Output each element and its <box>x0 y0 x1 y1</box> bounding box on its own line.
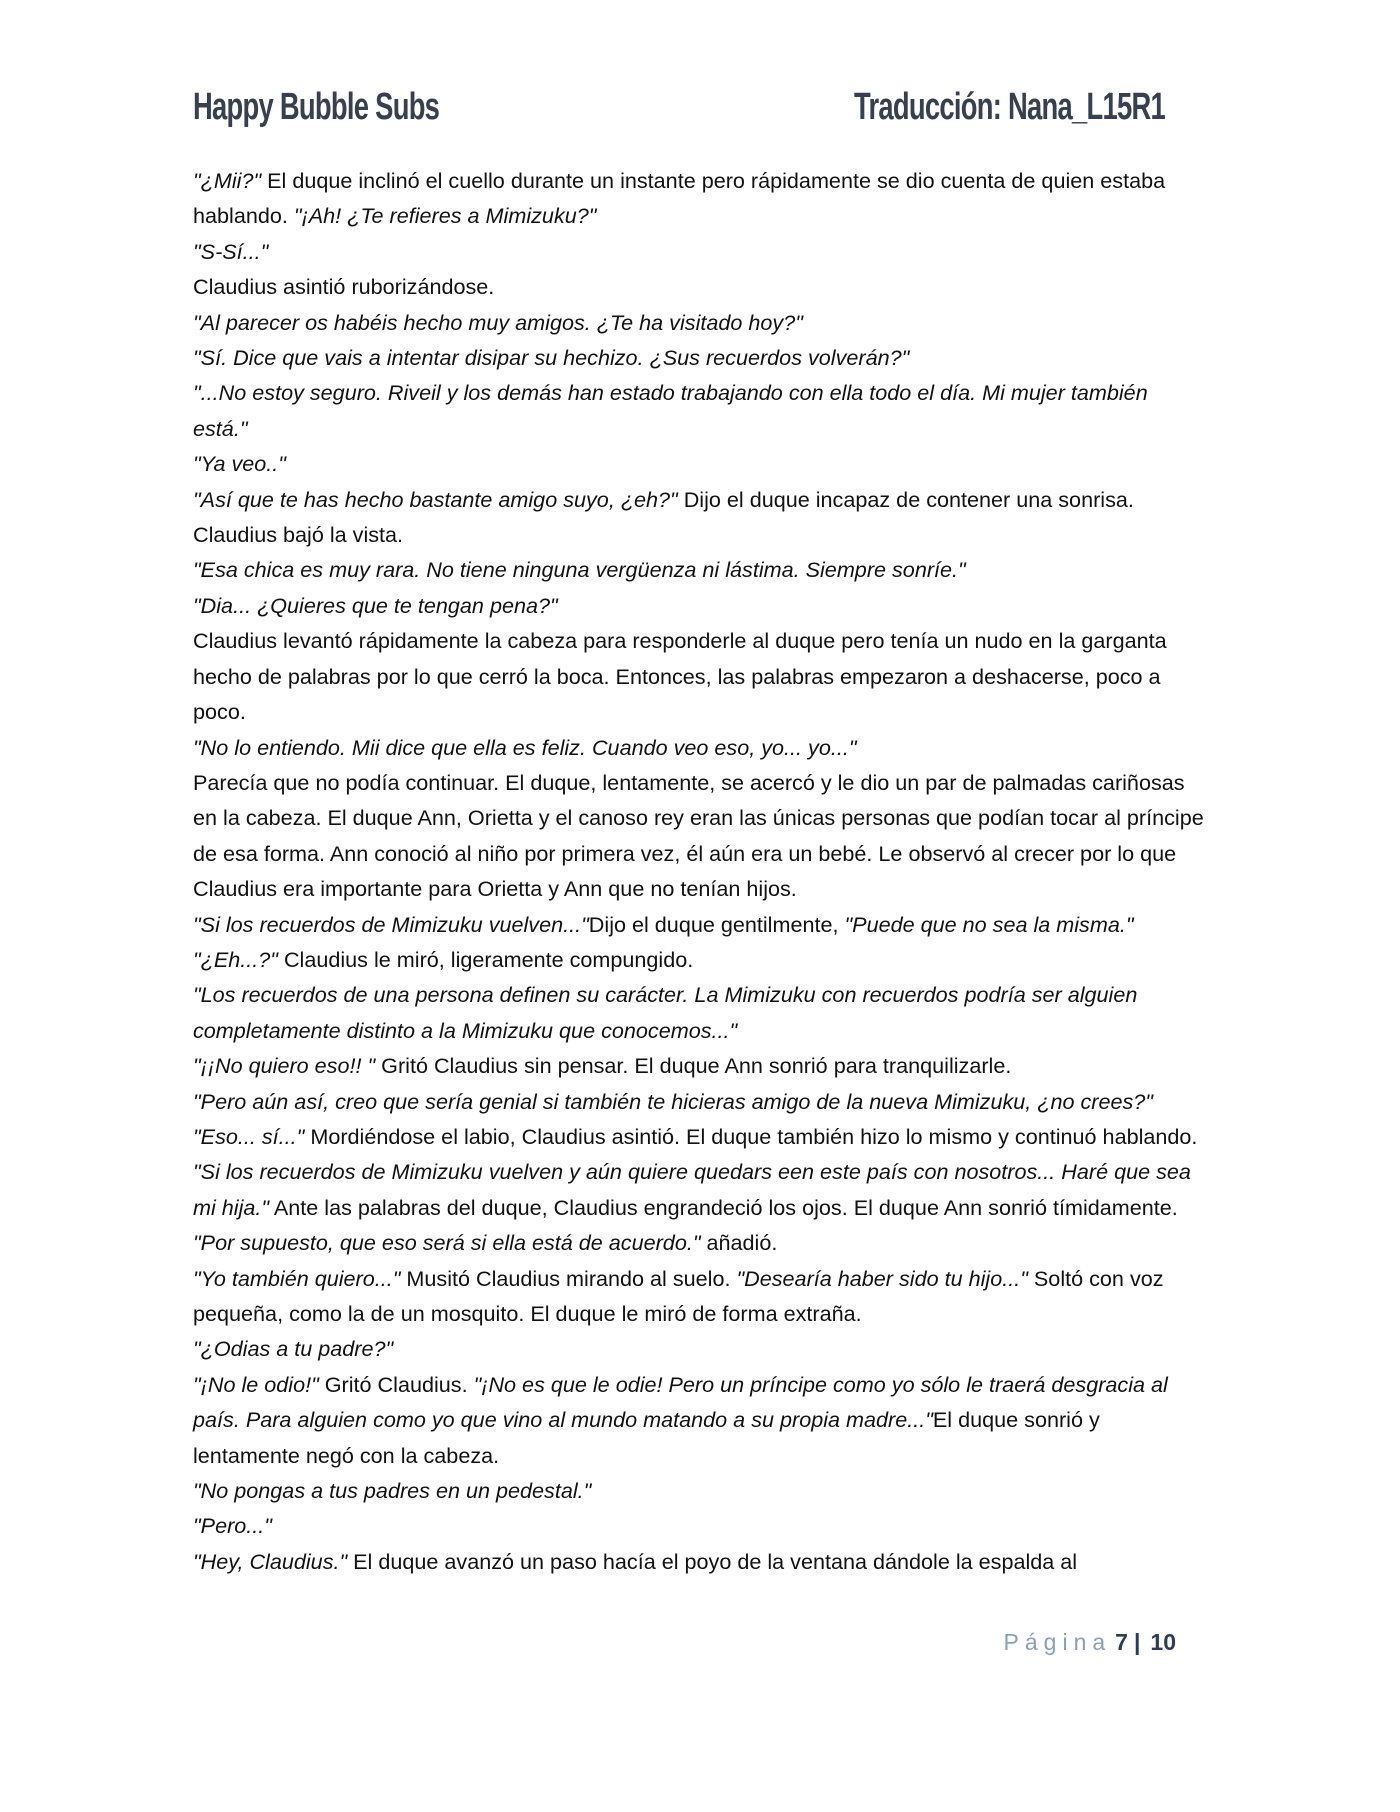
dialogue-text: "Al parecer os habéis hecho muy amigos. ¿Te ha visitado hoy?" <box>193 309 803 335</box>
dialogue-text: "Dia... ¿Quieres que te tengan pena?" <box>193 592 558 618</box>
paragraph <box>193 1331 1205 1366</box>
paragraph <box>193 375 1205 446</box>
narration-text: Dijo el duque incapaz de contener una sonrisa. <box>677 486 1134 512</box>
paragraph <box>193 623 1205 729</box>
paragraph <box>193 1367 1205 1473</box>
group-name: Happy Bubble Subs <box>193 86 440 128</box>
page-total: 10 <box>1150 1628 1176 1655</box>
paragraph <box>193 340 1205 375</box>
dialogue-text: "Si los recuerdos de Mimizuku vuelven y aún quiere quedars een este país con nosotros... Haré que sea mi hija." <box>193 1159 1191 1220</box>
narration-text: Parecía que no podía continuar. El duque, lentamente, se acercó y le dio un par de palmadas cariñosas en la cabeza. El duque Ann, Orietta y el canoso rey eran las únicas personas que podían tocar al príncipe de esa forma. Ann conoció al niño por primera vez, él aún era un bebé. Le observó al crecer por lo que Claudius era importante para Orietta y Ann que no tenían hijos. <box>193 769 1204 902</box>
paragraph <box>193 1261 1205 1332</box>
dialogue-text: "¡Ah! ¿Te refieres a Mimizuku?" <box>293 203 597 229</box>
dialogue-text: "¿Odias a tu padre?" <box>193 1336 394 1362</box>
dialogue-text: "¡No le odio!" <box>193 1371 319 1397</box>
narration-text: El duque avanzó un paso hacía el poyo de la ventana dándole la espalda al <box>347 1548 1078 1574</box>
page-separator: | <box>1133 1628 1141 1655</box>
paragraph <box>193 1473 1205 1508</box>
paragraph <box>193 234 1205 269</box>
dialogue-text: "...No estoy seguro. Riveil y los demás han estado trabajando con ella todo el día. Mi mujer también está." <box>193 380 1148 441</box>
paragraph <box>193 517 1205 552</box>
page-footer <box>1004 1624 1176 1660</box>
dialogue-text: "¡¡No quiero eso!! " <box>193 1053 376 1079</box>
narration-text: añadió. <box>700 1230 778 1256</box>
dialogue-text: "Si los recuerdos de Mimizuku vuelven..." <box>193 911 589 937</box>
narration-text: Gritó Claudius. <box>318 1371 474 1397</box>
paragraph <box>193 730 1205 765</box>
paragraph <box>193 163 1205 234</box>
dialogue-text: "No pongas a tus padres en un pedestal." <box>193 1478 592 1504</box>
dialogue-text: "Pero aún así, creo que sería genial si también te hicieras amigo de la nueva Mimizuku, ¿no crees?" <box>193 1088 1153 1114</box>
narration-text: Mordiéndose el labio, Claudius asintió. El duque también hizo lo mismo y continuó hablando. <box>304 1123 1198 1149</box>
paragraph <box>193 446 1205 481</box>
dialogue-text: "¡No es que le odie! Pero un príncipe como yo sólo le traerá desgracia al país. Para alguien como yo que vino al mundo matando a su propia madre..." <box>193 1371 1168 1433</box>
narration-text: Claudius le miró, ligeramente compungido. <box>277 946 694 972</box>
dialogue-text: "Sí. Dice que vais a intentar disipar su hechizo. ¿Sus recuerdos volverán?" <box>193 345 910 371</box>
paragraph <box>193 1119 1205 1154</box>
paragraph <box>193 482 1205 517</box>
narration-text: Gritó Claudius sin pensar. El duque Ann sonrió para tranquilizarle. <box>375 1053 1012 1079</box>
dialogue-text: "S-Sí..." <box>193 238 269 264</box>
dialogue-text: "Eso... sí..." <box>193 1123 305 1149</box>
narration-text: El duque sonrió y lentamente negó con la cabeza. <box>193 1407 1100 1468</box>
paragraph <box>193 907 1205 942</box>
dialogue-text: "Esa chica es muy rara. No tiene ninguna vergüenza ni lástima. Siempre sonríe." <box>193 557 966 583</box>
dialogue-text: "Pero..." <box>193 1513 272 1539</box>
page-number: 7 <box>1115 1628 1128 1655</box>
paragraph <box>193 942 1205 977</box>
translator-credit: Traducción: Nana_L15R1 <box>853 86 1165 128</box>
paragraph <box>193 1048 1205 1083</box>
dialogue-text: "Ya veo.." <box>193 451 286 477</box>
paragraph <box>193 1544 1205 1579</box>
page-label: Página <box>1003 1628 1112 1655</box>
page-header <box>193 86 1165 146</box>
paragraph <box>193 1508 1205 1543</box>
dialogue-text: "No lo entiendo. Mii dice que ella es feliz. Cuando veo eso, yo... yo..." <box>193 734 857 760</box>
dialogue-text: "Así que te has hecho bastante amigo suyo, ¿eh?" <box>193 486 678 512</box>
dialogue-text: "Puede que no sea la misma." <box>844 911 1134 937</box>
document-body <box>193 163 1205 1579</box>
paragraph <box>193 977 1205 1048</box>
paragraph <box>193 588 1205 623</box>
narration-text: Claudius bajó la vista. <box>193 522 404 548</box>
dialogue-text: "Por supuesto, que eso será si ella está de acuerdo." <box>193 1230 701 1256</box>
dialogue-text: "Los recuerdos de una persona definen su carácter. La Mimizuku con recuerdos podría ser alguien completamente distinto a la Mimizuku que conocemos..." <box>193 982 1138 1043</box>
narration-text: El duque inclinó el cuello durante un instante pero rápidamente se dio cuenta de quien estaba hablando. <box>193 168 1166 229</box>
dialogue-text: "¿Eh...?" <box>193 946 278 972</box>
narration-text: Dijo el duque gentilmente, <box>588 911 845 937</box>
narration-text: Claudius asintió ruborizándose. <box>193 274 495 300</box>
narration-text: Musitó Claudius mirando al suelo. <box>400 1265 737 1291</box>
paragraph <box>193 269 1205 304</box>
narration-text: Claudius levantó rápidamente la cabeza para responderle al duque pero tenía un nudo en la garganta hecho de palabras por lo que cerró la boca. Entonces, las palabras empezaron a deshacerse, poco a poco. <box>193 628 1167 725</box>
paragraph <box>193 305 1205 340</box>
narration-text: Soltó con voz pequeña, como la de un mosquito. El duque le miró de forma extraña. <box>193 1265 1164 1326</box>
dialogue-text: "¿Mii?" <box>193 168 262 193</box>
paragraph <box>193 1154 1205 1260</box>
dialogue-text: "Yo también quiero..." <box>193 1265 401 1291</box>
paragraph <box>193 765 1205 907</box>
dialogue-text: "Desearía haber sido tu hijo..." <box>736 1265 1028 1291</box>
dialogue-text: "Hey, Claudius." <box>193 1548 348 1574</box>
narration-text: Ante las palabras del duque, Claudius engrandeció los ojos. El duque Ann sonrió tímidamente. <box>269 1194 1178 1220</box>
paragraph <box>193 552 1205 587</box>
paragraph <box>193 1084 1205 1119</box>
